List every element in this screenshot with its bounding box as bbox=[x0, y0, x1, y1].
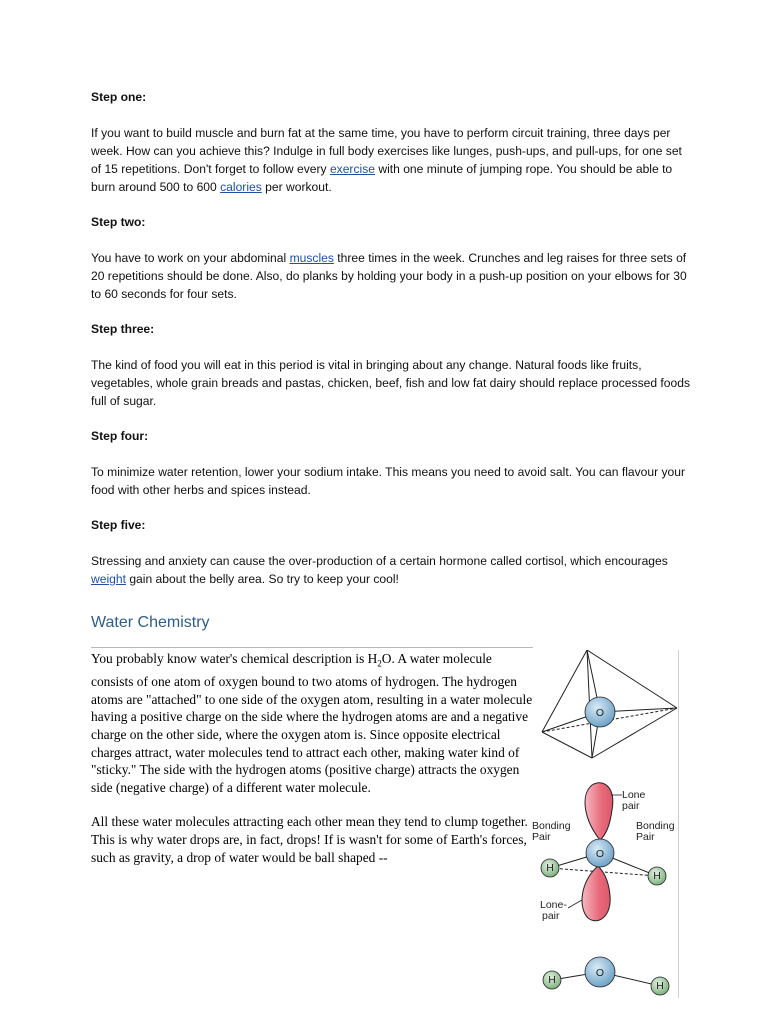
paragraph-text: If you want to build muscle and burn fat at the same time, you have to perform circuit training, three days per week. How can you achieve this? Indulge in full body exercises like lunges, push-ups, and pull-ups, for one set of 15 repetitions. Don't forget to follow every bbox=[91, 126, 682, 176]
hydrogen-label: H bbox=[653, 870, 661, 882]
step-heading: Step one: bbox=[91, 90, 147, 104]
paragraph-text: three times in the week. Crunches and leg raises for three sets of 20 repetitions should be done. Also, do planks by holding your body in a push-up position on your elbows for 30 to 60 seconds for four sets. bbox=[91, 251, 687, 301]
water-chemistry-text bbox=[91, 650, 536, 883]
paragraph-text: O. A water molecule consists of one atom of oxygen bound to two atoms of hydrogen. The hydrogen atoms are "attached" to one side of the oxygen atom, resulting in a water molecule having a positive charge on the side where the hydrogen atoms are and a negative charge on the other side, where the oxygen atom is. Since opposite electrical charges attract, water molecules tend to attract each other, making water kind of "sticky." The side with the hydrogen atoms (positive charge) attracts the oxygen side (negative charge) of a different water molecule. bbox=[91, 651, 533, 795]
hydrogen-label: H bbox=[656, 980, 664, 992]
water-paragraph-2: All these water molecules attracting each other mean they tend to clump together. This is why water drops are, in fact, drops! If is wasn't for some of Earth's forces, such as gravity, a drop of water would be ball shaped -- bbox=[91, 814, 528, 865]
weight-link[interactable]: weight bbox=[91, 572, 126, 586]
step-paragraph bbox=[91, 124, 691, 196]
section-divider bbox=[91, 647, 533, 648]
subscript: 2 bbox=[377, 658, 382, 669]
article-steps bbox=[91, 88, 691, 605]
bonding-pair-label: Bonding bbox=[532, 820, 571, 832]
lone-pair-label: pair bbox=[622, 800, 640, 812]
paragraph-text: gain about the belly area. So try to keep your cool! bbox=[125, 572, 399, 586]
hydrogen-label: H bbox=[548, 974, 556, 986]
hydrogen-label: H bbox=[546, 862, 554, 874]
step-paragraph bbox=[91, 249, 691, 303]
calories-link[interactable]: calories bbox=[220, 180, 262, 194]
oxygen-label: O bbox=[595, 707, 605, 719]
paragraph-text: You have to work on your abdominal bbox=[91, 251, 290, 265]
bent-molecule-figure bbox=[543, 957, 669, 995]
oxygen-label: O bbox=[595, 848, 605, 860]
step-heading: Step three: bbox=[91, 322, 155, 336]
step-heading: Step two: bbox=[91, 215, 146, 229]
lone-pair-lobe-top-icon bbox=[585, 783, 613, 840]
step-heading: Step four: bbox=[91, 429, 149, 443]
step-paragraph: The kind of food you will eat in this period is vital in bringing about any change. Natural foods like fruits, vegetables, whole grain breads and pastas, chicken, beef, fish and low fat dairy should replace processed foods full of sugar. bbox=[91, 358, 691, 408]
bonding-pair-label: Pair bbox=[636, 831, 655, 843]
oxygen-label: O bbox=[595, 967, 605, 979]
step-heading: Step five: bbox=[91, 518, 146, 532]
paragraph-text: per workout. bbox=[261, 180, 332, 194]
bonding-pair-label: Pair bbox=[532, 831, 551, 843]
paragraph-text: with one minute of jumping rope. You should be able to burn around 500 to 600 bbox=[91, 162, 673, 194]
water-paragraph-1 bbox=[91, 650, 536, 796]
step-paragraph bbox=[91, 552, 691, 588]
paragraph-text: You probably know water's chemical description is H bbox=[91, 651, 378, 666]
section-title: Water Chemistry bbox=[91, 614, 210, 631]
lone-pair-label: Lone bbox=[622, 789, 646, 801]
exercise-link[interactable]: exercise bbox=[329, 162, 375, 176]
muscles-link[interactable]: muscles bbox=[289, 251, 334, 265]
paragraph-text: Stressing and anxiety can cause the over-production of a certain hormone called cortisol, which encourages bbox=[91, 554, 668, 568]
step-paragraph: To minimize water retention, lower your sodium intake. This means you need to avoid salt. You can flavour your food with other herbs and spices instead. bbox=[91, 465, 686, 497]
lone-pair-lobe-bottom-icon bbox=[582, 866, 610, 921]
water-molecule-diagram bbox=[532, 650, 680, 1000]
bonding-pair-label: Bonding bbox=[636, 820, 675, 832]
lone-pair-label: Lone- bbox=[540, 899, 567, 911]
lone-pair-label: pair bbox=[542, 910, 560, 922]
orbital-figure bbox=[532, 783, 675, 922]
